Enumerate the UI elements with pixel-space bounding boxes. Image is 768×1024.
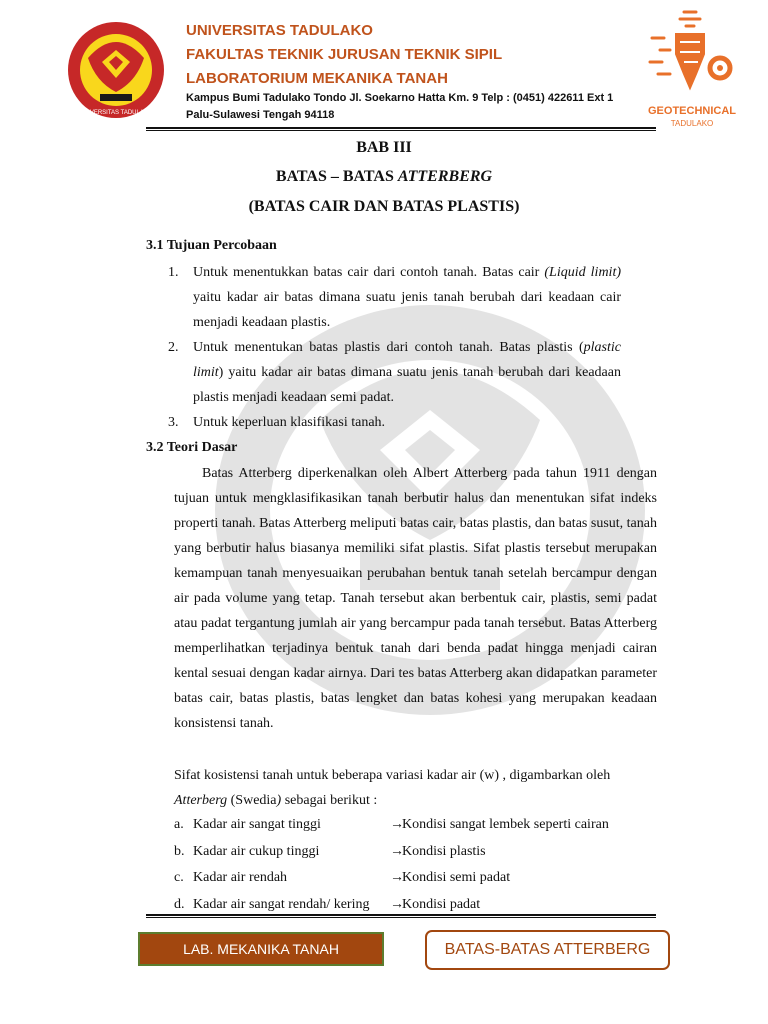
footer-rule-thin (146, 917, 656, 918)
footer-rule (146, 914, 656, 916)
university-name: UNIVERSITAS TADULAKO (186, 22, 373, 39)
objective-number: 3. (168, 415, 179, 430)
consistency-text: sebagai berikut : (281, 793, 378, 808)
condition-state: Kondisi plastis (402, 844, 486, 859)
address-line1: Kampus Bumi Tadulako Tondo Jl. Soekarno Hatta Km. 9 Telp : (0451) 422611 Ext 1 (186, 92, 614, 104)
condition-state: Kondisi padat (402, 897, 481, 912)
condition-letter: c. (174, 870, 184, 885)
objective-text: Untuk menentukan batas plastis dari contoh tanah. Batas plastis ( (193, 340, 584, 355)
logo-sub: TADULAKO (670, 119, 714, 128)
objective-text: ) yaitu kadar air batas dimana suatu jenis tanah berubah dari keadaan plastis menjadi keadaan semi padat. (193, 365, 621, 405)
objective-italic: (Liquid limit) (544, 265, 621, 280)
objective-item (193, 410, 621, 435)
consistency-paren: ) (276, 793, 282, 808)
theory-paragraph: Batas Atterberg diperkenalkan oleh Albert Atterberg pada tahun 1911 dengan tujuan untuk mengklasifikasikan tanah berbutir halus dan menentukan sifat indeks properti tanah. Batas Atterberg meliputi batas cair, batas plastis, dan batas susut, tanah yang berbutir halus biasanya memiliki sifat plastis. Sifat plastis tersebut merupakan kemampuan tanah menyesuaikan perubahan bentuk tanah setelah bercampur dengan air pada volume yang tetap. Tanah tersebut akan berbentuk cair, plastis, semi padat atau padat tergantung jumlah air yang bercampur pada tanah tersebut. Batas Atterberg memperlihatkan terjadinya bentuk tanah dari benda padat hingga menjadi cairan kental sesuai dengan kadar airnya. Dari tes batas Atterberg akan didapatkan parameter batas cair, batas plastis, batas lengket dan batas kohesi yang merupakan keadaan konsistensi tanah. (174, 466, 657, 731)
objective-item (193, 260, 621, 335)
geotechnical-logo (640, 8, 744, 130)
objective-number: 2. (168, 340, 179, 355)
doc-footer-label: BATAS-BATAS ATTERBERG (425, 930, 670, 970)
objective-text: yaitu kadar air batas dimana suatu jenis tanah berubah dari keadaan cair menjadi keadaan plastis. (193, 290, 621, 330)
arrow-right-icon: → (390, 817, 404, 832)
arrow-right-icon: → (390, 897, 404, 912)
chapter-title (0, 168, 768, 186)
condition-moisture: Kadar air rendah (193, 870, 288, 885)
address-line2: Palu-Sulawesi Tengah 94118 (186, 109, 335, 121)
objective-number: 1. (168, 265, 179, 280)
condition-letter: a. (174, 817, 184, 832)
logo-ring-text: UNIVERSITAS TADULAKO (79, 110, 153, 116)
condition-row (174, 844, 486, 860)
consistency-intro (174, 763, 657, 813)
objective-item (193, 335, 621, 410)
faculty-name: FAKULTAS TEKNIK JURUSAN TEKNIK SIPIL (186, 46, 503, 63)
condition-state: Kondisi semi padat (402, 870, 511, 885)
condition-letter: d. (174, 897, 185, 912)
header-rule (146, 127, 656, 129)
consistency-text: Sifat kosistensi tanah untuk beberapa variasi kadar air (w) , digambarkan oleh (174, 768, 611, 783)
condition-moisture: Kadar air sangat rendah/ kering (193, 897, 370, 912)
chapter-title-text: BATAS – BATAS (275, 168, 398, 185)
condition-row (174, 870, 510, 886)
condition-row (174, 897, 480, 913)
condition-row (174, 817, 609, 833)
condition-letter: b. (174, 844, 185, 859)
lab-footer-label: LAB. MEKANIKA TANAH (138, 932, 384, 966)
consistency-text: (Swedia (227, 793, 277, 808)
condition-state: Kondisi sangat lembek seperti cairan (402, 817, 609, 832)
objective-text: Untuk menentukkan batas cair dari contoh tanah. Batas cair (193, 265, 545, 280)
consistency-italic: Atterberg (174, 793, 228, 808)
header-rule-thin (146, 130, 656, 131)
condition-moisture: Kadar air sangat tinggi (193, 817, 321, 832)
objective-text: Untuk keperluan klasifikasi tanah. (193, 415, 386, 430)
logo-title: GEOTECHNICAL (648, 105, 736, 117)
chapter-title-italic: ATTERBERG (397, 168, 493, 185)
section-heading-theory: 3.2 Teori Dasar (146, 440, 238, 455)
condition-moisture: Kadar air cukup tinggi (193, 844, 320, 859)
section-heading-objectives: 3.1 Tujuan Percobaan (146, 238, 277, 253)
chapter-subtitle: (BATAS CAIR DAN BATAS PLASTIS) (248, 198, 520, 215)
chapter-heading: BAB III (356, 139, 412, 156)
lab-name: LABORATORIUM MEKANIKA TANAH (186, 70, 448, 87)
objective-italic: plastic limit (193, 340, 621, 380)
university-logo (66, 20, 166, 120)
arrow-right-icon: → (390, 844, 404, 859)
arrow-right-icon: → (390, 870, 404, 885)
